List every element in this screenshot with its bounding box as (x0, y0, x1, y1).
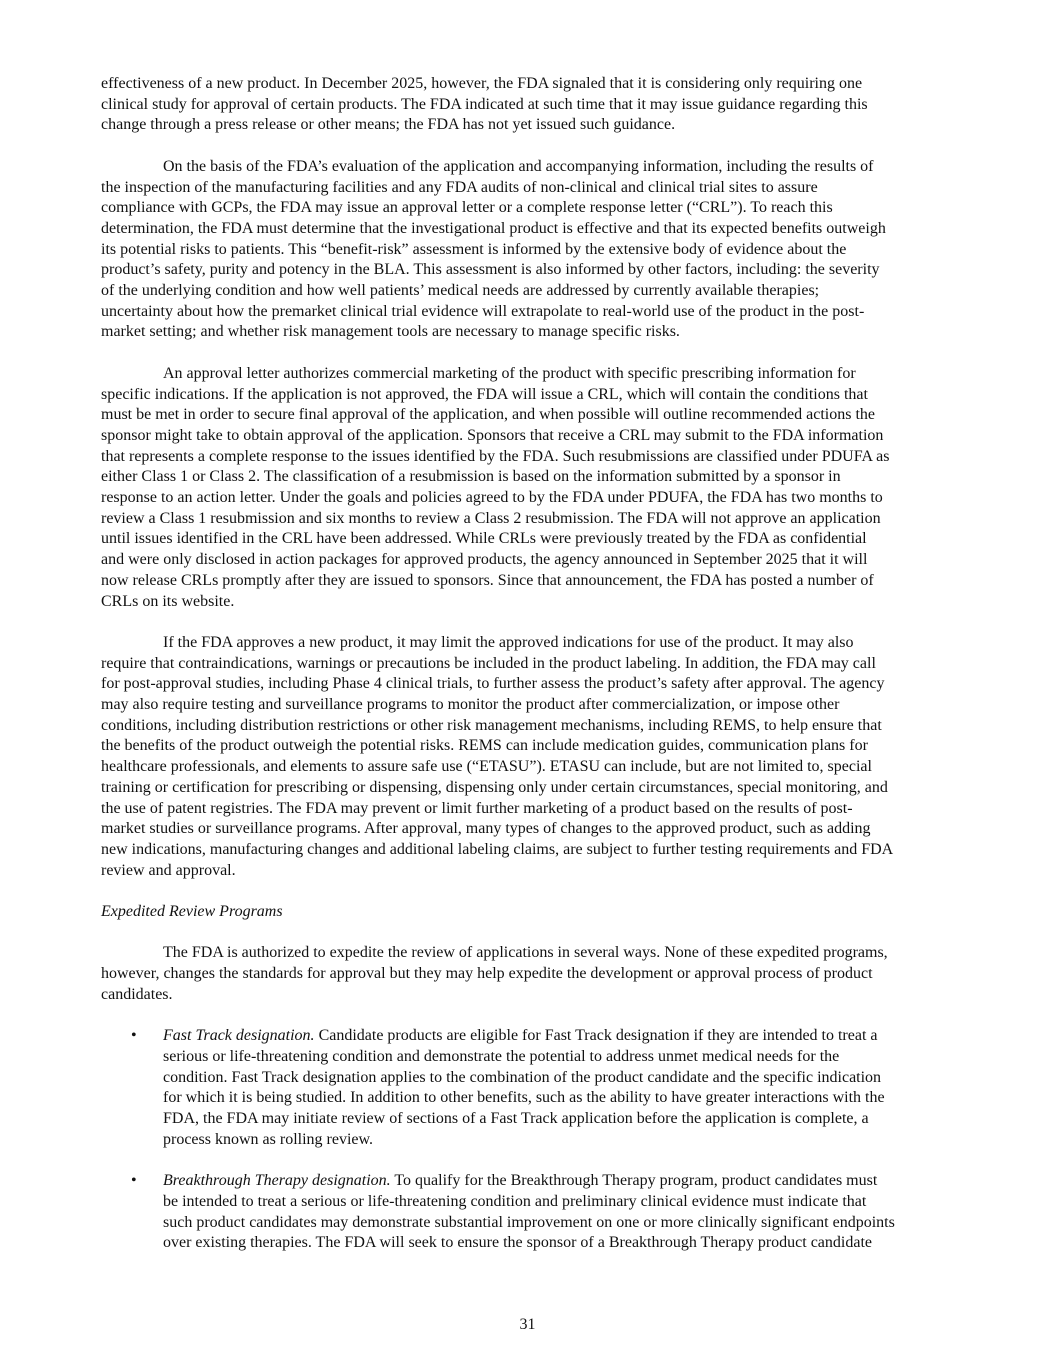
text-line: its potential risks to patients. This “benefit-risk” assessment is informed by the extensive body of evidence about the (101, 240, 847, 258)
paragraph-approval-letter-crl (101, 364, 961, 612)
text-line: CRLs on its website. (101, 592, 235, 610)
bullet-fast-track (101, 1026, 961, 1150)
bullet-icon: • (131, 1027, 137, 1045)
text-line (163, 1171, 961, 1192)
text-line: specific indications. If the application is not approved, the FDA will issue a CRL, which will contain the conditions that (101, 385, 868, 403)
text-line: The FDA is authorized to expedite the review of applications in several ways. None of these expedited programs, (163, 944, 888, 962)
text-line: the inspection of the manufacturing facilities and any FDA audits of non-clinical and clinical trial sites to assure (101, 178, 818, 196)
text-line: of the underlying condition and how well patients’ medical needs are addressed by currently available therapies; (101, 282, 820, 300)
text-line: market studies or surveillance programs. After approval, many types of changes to the approved product, such as adding (101, 820, 871, 838)
text-line: over existing therapies. The FDA will seek to ensure the sponsor of a Breakthrough Therapy product candidate (163, 1234, 872, 1252)
text-line: the benefits of the product outweigh the potential risks. REMS can include medication guides, communication plans for (101, 737, 868, 755)
bullet-text: Candidate products are eligible for Fast Track designation if they are intended to treat a (314, 1027, 878, 1045)
bullet-lead: Fast Track designation. (163, 1027, 315, 1045)
document-page (101, 74, 961, 1275)
text-line: such product candidates may demonstrate substantial improvement on one or more clinically significant endpoints (163, 1213, 895, 1231)
text-line: now release CRLs promptly after they are issued to sponsors. Since that announcement, the FDA has posted a number of (101, 571, 874, 589)
text-line: for post-approval studies, including Phase 4 clinical trials, to further assess the product’s safety after approval. The agency (101, 675, 885, 693)
bullet-text: To qualify for the Breakthrough Therapy program, product candidates must (390, 1172, 878, 1190)
text-line: response to an action letter. Under the goals and policies agreed to by the FDA under PDUFA, the FDA has two months to (101, 489, 883, 507)
text-line: and were only disclosed in action packages for approved products, the agency announced in September 2025 that it will (101, 551, 868, 569)
paragraph-single-study-guidance (101, 74, 961, 136)
text-line: training or certification for prescribing or dispensing, dispensing only under certain circumstances, special monitoring, and (101, 778, 888, 796)
text-line: sponsor might take to obtain approval of the application. Sponsors that receive a CRL may submit to the FDA information (101, 426, 884, 444)
text-line: new indications, manufacturing changes and additional labeling claims, are subject to further testing requirements and FDA (101, 840, 894, 858)
text-line: healthcare professionals, and elements to assure safe use (“ETASU”). ETASU can include, but are not limited to, special (101, 758, 872, 776)
text-line: be intended to treat a serious or life-threatening condition and preliminary clinical evidence must indicate that (163, 1192, 867, 1210)
paragraph-post-approval (101, 633, 961, 881)
text-line: market setting; and whether risk management tools are necessary to manage specific risks. (101, 323, 680, 341)
text-line: process known as rolling review. (163, 1130, 374, 1148)
text-line: either Class 1 or Class 2. The classification of a resubmission is based on the information submitted by a sponsor in (101, 468, 841, 486)
text-line: compliance with GCPs, the FDA may issue an approval letter or a complete response letter (“CRL”). To reach this (101, 199, 833, 217)
text-line: On the basis of the FDA’s evaluation of the application and accompanying information, including the results of (163, 157, 874, 175)
text-line: conditions, including distribution restrictions or other risk management mechanisms, including REMS, to help ensure that (101, 716, 882, 734)
text-line: An approval letter authorizes commercial marketing of the product with specific prescribing information for (163, 364, 856, 382)
text-line: review and approval. (101, 861, 236, 879)
text-line: however, changes the standards for approval but they may help expedite the development or approval process of product (101, 965, 873, 983)
bullet-icon: • (131, 1172, 137, 1190)
text-line: until issues identified in the CRL have been addressed. While CRLs were previously treated by the FDA as confidential (101, 530, 867, 548)
text-line: the use of patent registries. The FDA may prevent or limit further marketing of a product based on the results of post- (101, 799, 853, 817)
text-line: candidates. (101, 985, 173, 1003)
section-heading-expedited-review: Expedited Review Programs (101, 903, 283, 921)
text-line: change through a press release or other means; the FDA has not yet issued such guidance. (101, 116, 676, 134)
text-line: determination, the FDA must determine that the investigational product is effective and that its expected benefits outweigh (101, 219, 886, 237)
text-line: may also require testing and surveillance programs to monitor the product after commercialization, or impose other (101, 696, 840, 714)
bullet-lead: Breakthrough Therapy designation. (163, 1172, 391, 1190)
text-line: uncertainty about how the premarket clinical trial evidence will extrapolate to real-world use of the product in the post- (101, 302, 865, 320)
paragraph-benefit-risk (101, 157, 961, 343)
text-line: effectiveness of a new product. In December 2025, however, the FDA signaled that it is considering only requiring one (101, 75, 863, 92)
text-line: condition. Fast Track designation applies to the combination of the product candidate and the specific indication (163, 1068, 882, 1086)
paragraph-expedited-intro (101, 943, 961, 1005)
text-line: for which it is being studied. In addition to other benefits, such as the ability to have greater interactions with the (163, 1089, 885, 1107)
bullet-breakthrough-therapy (101, 1171, 961, 1254)
text-line: product’s safety, purity and potency in the BLA. This assessment is also informed by other factors, including: the severity (101, 261, 880, 279)
text-line: FDA, the FDA may initiate review of sections of a Fast Track application before the application is complete, a (163, 1110, 869, 1128)
text-line: clinical study for approval of certain products. The FDA indicated at such time that it may issue guidance regarding this (101, 95, 868, 113)
text-line: serious or life-threatening condition and demonstrate the potential to address unmet medical needs for the (163, 1047, 840, 1065)
text-line: that represents a complete response to the issues identified by the FDA. Such resubmissions are classified under PDUFA as (101, 447, 890, 465)
text-line: require that contraindications, warnings or precautions be included in the product labeling. In addition, the FDA may call (101, 654, 876, 672)
text-line (163, 1026, 961, 1047)
page-number: 31 (519, 1316, 536, 1333)
text-line: review a Class 1 resubmission and six months to review a Class 2 resubmission. The FDA will not approve an application (101, 509, 881, 527)
text-line: If the FDA approves a new product, it may limit the approved indications for use of the product. It may also (163, 633, 854, 651)
text-line: must be met in order to secure final approval of the application, and when possible will outline recommended actions the (101, 406, 875, 424)
